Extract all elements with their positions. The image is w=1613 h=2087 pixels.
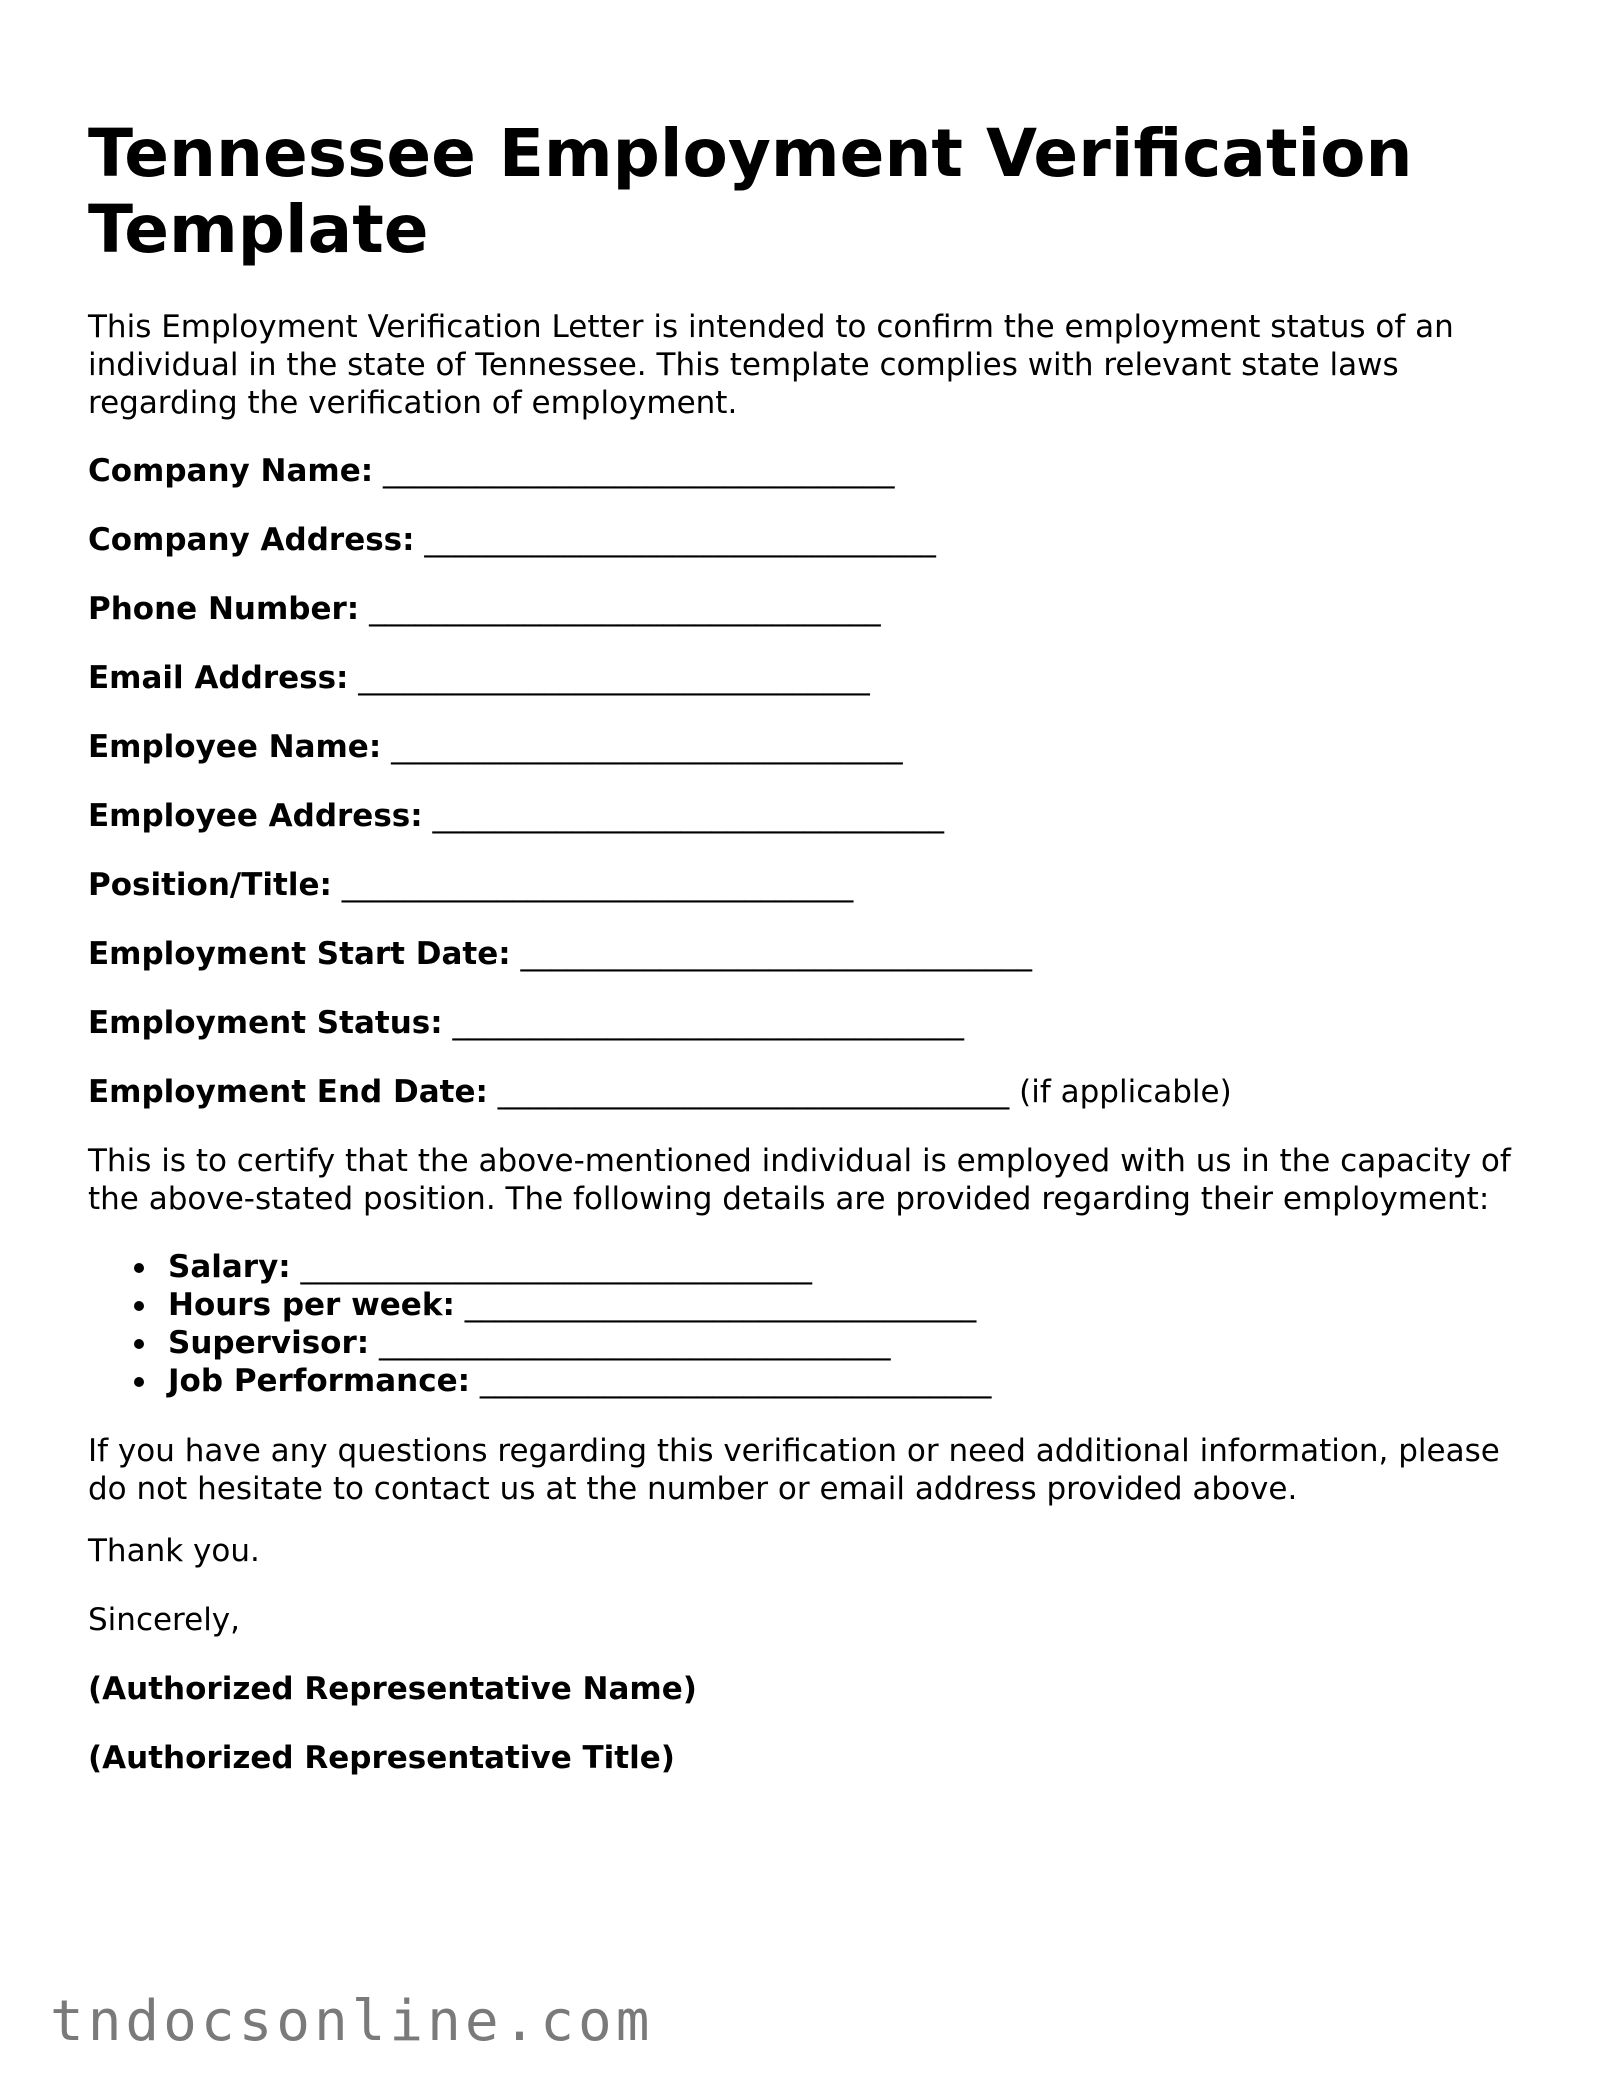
field-label: Employee Name:	[88, 729, 382, 765]
company-name-field	[88, 452, 894, 490]
company-address-field	[88, 521, 936, 559]
employee-name-field	[88, 728, 903, 766]
employee-address-blank[interactable]: _________________________________	[432, 798, 944, 834]
thanks-text: Thank you.	[88, 1533, 260, 1569]
field-label: Phone Number:	[88, 591, 360, 627]
field-label: Employee Address:	[88, 798, 423, 834]
bullet-icon	[134, 1263, 144, 1273]
salary-blank[interactable]: _________________________________	[300, 1249, 813, 1285]
document-title: Tennessee Employment Verification Template	[88, 115, 1413, 268]
closing-text: Sincerely,	[88, 1602, 241, 1638]
representative-name: (Authorized Representative Name)	[88, 1671, 697, 1707]
representative-title: (Authorized Representative Title)	[88, 1740, 675, 1776]
field-label: Company Address:	[88, 522, 415, 558]
employment-status-blank[interactable]: _________________________________	[452, 1005, 964, 1041]
bullet-icon	[134, 1339, 144, 1349]
detail-label: Salary:	[168, 1249, 291, 1285]
position-title-field	[88, 866, 853, 904]
detail-label: Hours per week:	[168, 1287, 455, 1323]
questions-paragraph: If you have any questions regarding this verification or need additional information, please do not hesitate to contact us at the number or email address provided above.	[88, 1433, 1500, 1507]
job-performance-blank[interactable]: _________________________________	[479, 1363, 992, 1399]
detail-label: Job Performance:	[168, 1363, 471, 1399]
bullet-icon	[134, 1301, 144, 1311]
certify-paragraph: This is to certify that the above-mentioned individual is employed with us in the capacity of the above-stated position. The following details are provided regarding their employment:	[88, 1143, 1511, 1217]
employment-end-date-blank[interactable]: _________________________________	[497, 1074, 1010, 1110]
field-label: Position/Title:	[88, 867, 332, 903]
phone-number-field	[88, 590, 881, 628]
bullet-icon	[134, 1377, 144, 1387]
list-item	[88, 1248, 991, 1286]
phone-number-blank[interactable]: _________________________________	[369, 591, 881, 627]
field-label: Email Address:	[88, 660, 349, 696]
watermark: tndocsonline.com	[50, 1989, 654, 2054]
email-address-field	[88, 659, 870, 697]
employment-end-date-field	[88, 1073, 1232, 1111]
hours-per-week-blank[interactable]: _________________________________	[464, 1287, 977, 1323]
email-address-blank[interactable]: _________________________________	[358, 660, 870, 696]
employment-status-field	[88, 1004, 964, 1042]
list-item	[88, 1286, 991, 1324]
list-item	[88, 1324, 991, 1362]
field-label: Employment Start Date:	[88, 936, 511, 972]
position-title-blank[interactable]: _________________________________	[341, 867, 854, 903]
field-suffix: (if applicable)	[1019, 1074, 1232, 1110]
employment-start-date-field	[88, 935, 1032, 973]
detail-label: Supervisor:	[168, 1325, 370, 1361]
employee-name-blank[interactable]: _________________________________	[391, 729, 903, 765]
list-item	[88, 1362, 991, 1400]
employment-start-date-blank[interactable]: _________________________________	[520, 936, 1033, 972]
field-label: Company Name:	[88, 453, 374, 489]
supervisor-blank[interactable]: _________________________________	[379, 1325, 891, 1361]
employment-details-list	[88, 1248, 991, 1400]
company-name-blank[interactable]: _________________________________	[382, 453, 895, 489]
employee-address-field	[88, 797, 944, 835]
field-label: Employment End Date:	[88, 1074, 488, 1110]
intro-paragraph: This Employment Verification Letter is intended to confirm the employment status of an individual in the state of Tennessee. This template complies with relevant state laws regarding the verification of employment.	[88, 309, 1454, 421]
company-address-blank[interactable]: _________________________________	[424, 522, 936, 558]
field-label: Employment Status:	[88, 1005, 443, 1041]
